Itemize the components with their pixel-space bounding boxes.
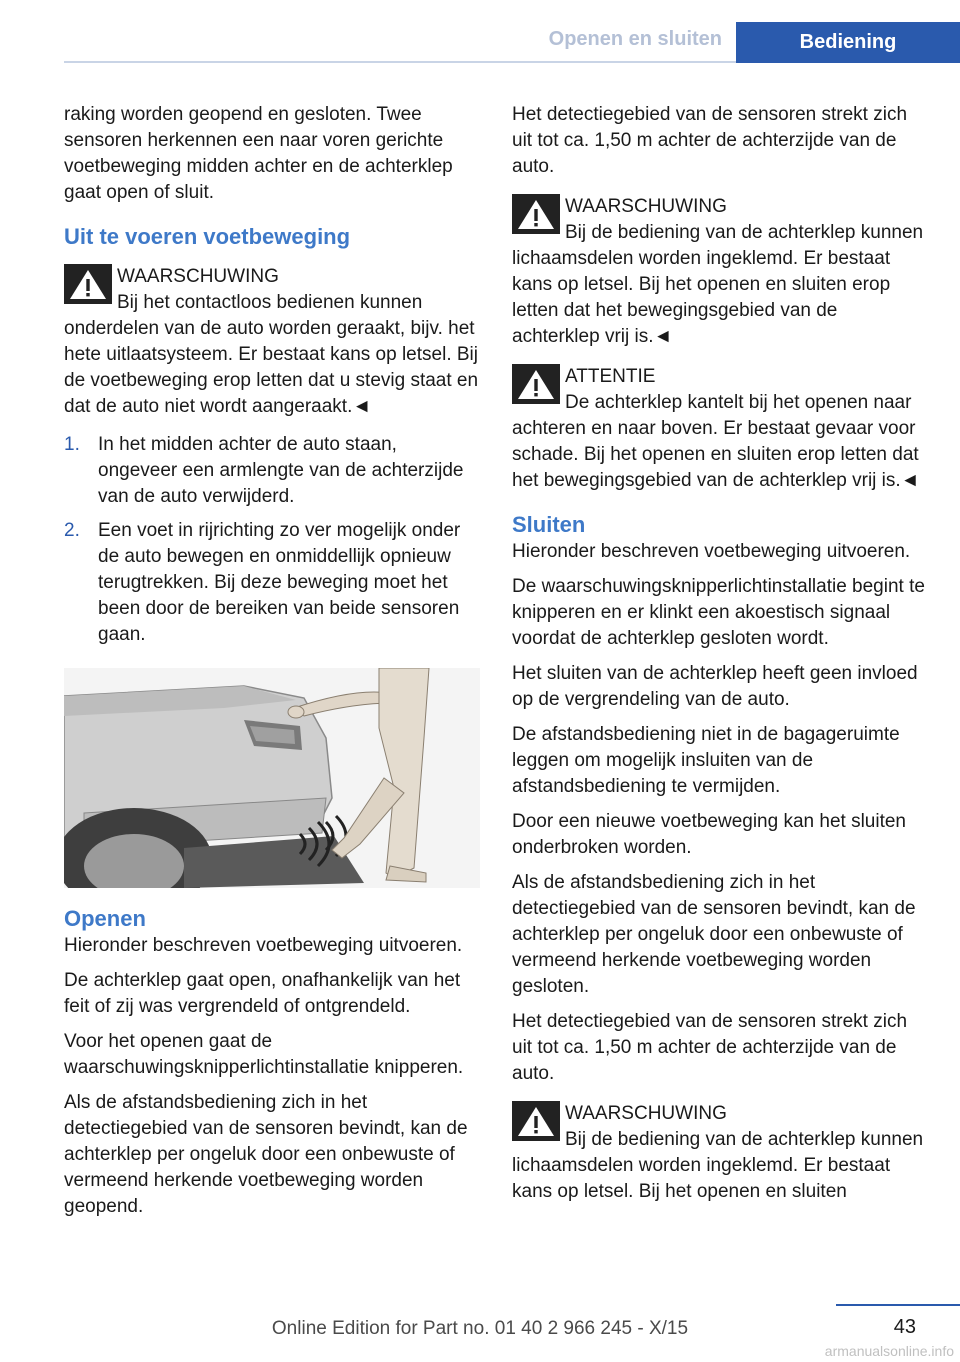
warning-block [512, 194, 928, 350]
left-column [64, 102, 480, 1229]
intro-paragraph: raking worden geopend en gesloten. Twee sensoren herkennen een naar voren gerichte voetbeweging midden achter en de achterklep gaat open of sluit. [64, 104, 453, 203]
attention-block [512, 364, 928, 494]
right-column [512, 102, 928, 1217]
paragraph: De achterklep gaat open, onafhankelijk van het feit of zij was vergrendeld of ontgrendeld. [64, 970, 461, 1017]
warning-triangle-icon [512, 364, 560, 404]
paragraph: De waarschuwingsknipperlichtinstallatie begint te knipperen en er klinkt een akoestisch signaal voordat de achterklep gesloten wordt. [512, 576, 925, 649]
attention-text: De achterklep kantelt bij het openen naar achteren en naar boven. Er bestaat gevaar voor schade. Bij het openen en sluiten erop letten dat het bewegingsgebied van de achterklep vrij is.◄ [512, 392, 920, 491]
warning-title: WAARSCHUWING [565, 1103, 727, 1124]
edition-note: Online Edition for Part no. 01 40 2 966 245 - X/15 [271, 1318, 689, 1339]
paragraph: Als de afstandsbediening zich in het detectiegebied van de sensoren bevindt, kan de achterklep per ongeluk door een onbewuste of vermeend herkende voetbeweging worden geopend. [64, 1092, 468, 1217]
step-number: 2. [64, 520, 80, 541]
warning-title: WAARSCHUWING [565, 196, 727, 217]
watermark-site: armanualsonline.info [824, 1343, 954, 1359]
car-rear-with-leg-illustration [64, 668, 480, 888]
header-section-title: Openen en sluiten [548, 28, 722, 50]
paragraph: Hieronder beschreven voetbeweging uitvoeren. [512, 541, 911, 562]
heading-openen: Openen [64, 906, 146, 931]
paragraph: Het sluiten van de achterklep heeft geen invloed op de vergrendeling van de auto. [512, 663, 918, 710]
paragraph: Hieronder beschreven voetbeweging uitvoeren. [64, 935, 463, 956]
paragraph: Voor het openen gaat de waarschuwingsknipperlichtinstallatie knipperen. [64, 1031, 464, 1078]
page-number: 43 [893, 1316, 916, 1338]
warning-block [512, 1101, 928, 1205]
warning-triangle-icon [512, 1101, 560, 1141]
warning-triangle-icon [512, 194, 560, 234]
foot-gesture-illustration [64, 668, 480, 888]
warning-block [64, 264, 480, 420]
heading-voetbeweging: Uit te voeren voetbeweging [64, 224, 351, 249]
steps-list [64, 432, 480, 648]
paragraph: De afstandsbediening niet in de bagageruimte leggen om mogelijk insluiten van de afstandsbediening te vermijden. [512, 724, 900, 797]
paragraph: Door een nieuwe voetbeweging kan het sluiten onderbroken worden. [512, 811, 906, 858]
warning-title: WAARSCHUWING [117, 266, 279, 287]
heading-sluiten: Sluiten [512, 512, 586, 537]
step-number: 1. [64, 434, 80, 455]
warning-triangle-icon [64, 264, 112, 304]
step-text: In het midden achter de auto staan, ongeveer een armlengte van de achterzijde van de auto verwijderd. [98, 434, 464, 507]
step-text: Een voet in rijrichting zo ver mogelijk onder de auto bewegen en onmiddellijk opnieuw terugtrekken. Bij deze beweging moet het been door de bereiken van beide sensoren gaan. [98, 520, 461, 645]
warning-text: Bij de bediening van de achterklep kunnen lichaamsdelen worden ingeklemd. Er bestaat kans op letsel. Bij het openen en sluiten erop letten dat het bewegingsgebied van de achterklep vrij is.◄ [512, 222, 924, 347]
header-chapter-tab: Bediening [736, 22, 960, 63]
warning-text: Bij het contactloos bedienen kunnen onderdelen van de auto worden geraakt, bijv. het hete uitlaatsysteem. Er bestaat kans op letsel. Bij de voetbeweging erop letten dat u stevig staat en dat de auto niet wordt aangeraakt.◄ [64, 292, 479, 417]
paragraph: Het detectiegebied van de sensoren strekt zich uit tot ca. 1,50 m achter de achterzijde van de auto. [512, 104, 908, 177]
attention-title: ATTENTIE [565, 366, 656, 387]
paragraph: Het detectiegebied van de sensoren strekt zich uit tot ca. 1,50 m achter de achterzijde van de auto. [512, 1011, 908, 1084]
paragraph: Als de afstandsbediening zich in het detectiegebied van de sensoren bevindt, kan de achterklep per ongeluk door een onbewuste of vermeend herkende voetbeweging worden gesloten. [512, 872, 916, 997]
list-item [64, 432, 480, 510]
list-item [64, 518, 480, 648]
footer-rule [836, 1304, 960, 1306]
warning-text: Bij de bediening van de achterklep kunnen lichaamsdelen worden ingeklemd. Er bestaat kans op letsel. Bij het openen en sluiten [512, 1129, 924, 1202]
